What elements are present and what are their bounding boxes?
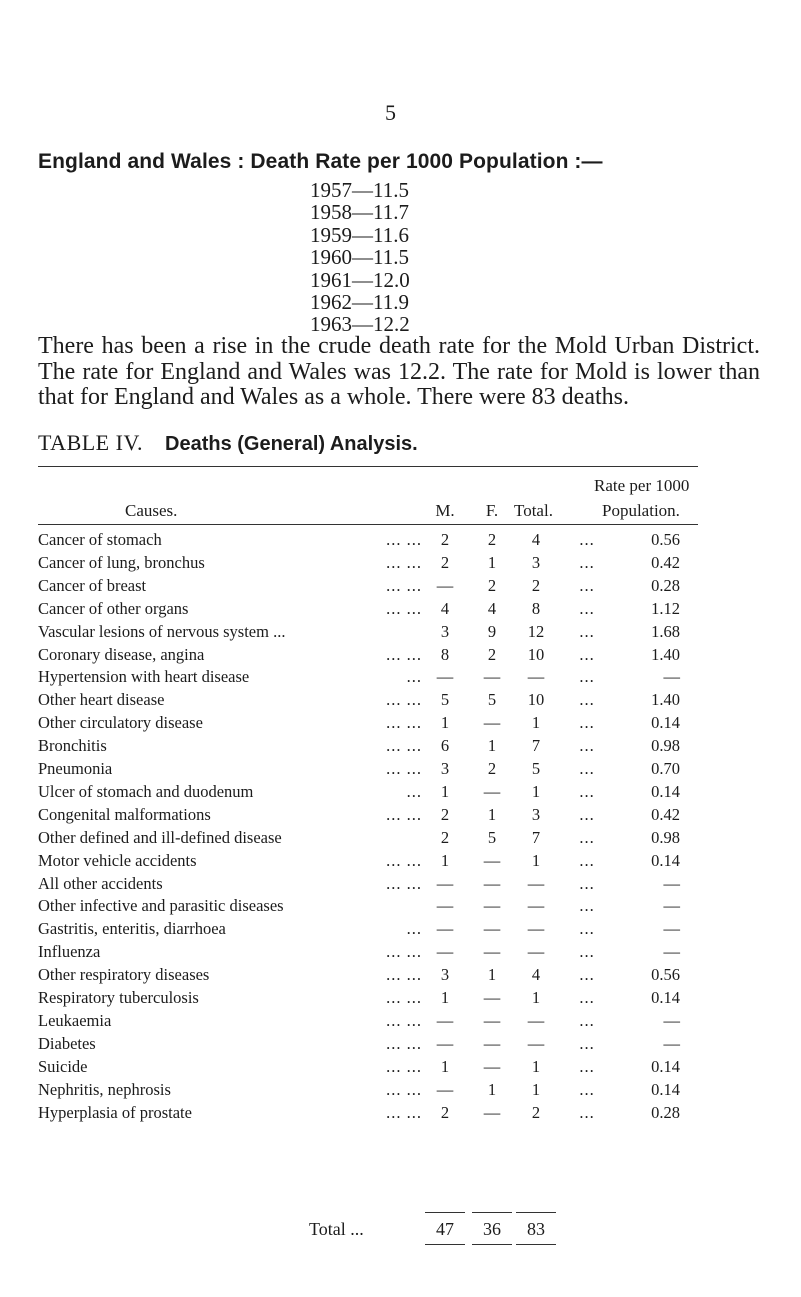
rate-cell: 0.14 bbox=[651, 781, 680, 801]
male-cell: 2 bbox=[440, 530, 450, 549]
leader-dots: ... ... bbox=[386, 942, 422, 962]
table-row bbox=[0, 736, 801, 759]
male-cell: — bbox=[436, 1010, 454, 1030]
rate-cell: 0.70 bbox=[651, 759, 680, 778]
leader-dots: ... bbox=[406, 667, 422, 687]
rate-cell: 0.56 bbox=[651, 530, 680, 549]
leader-dots: ... bbox=[579, 942, 595, 962]
rate-cell: 1.68 bbox=[651, 621, 680, 641]
death-rate-heading: England and Wales : Death Rate per 1000 Population :— bbox=[38, 150, 603, 173]
total-cell: — bbox=[527, 873, 545, 893]
leader-dots: ... ... bbox=[386, 690, 422, 710]
female-cell: 1 bbox=[487, 552, 497, 572]
col-header-m: M. bbox=[435, 501, 455, 520]
leader-dots: ... bbox=[579, 552, 595, 572]
cause-cell: Leukaemia bbox=[38, 1010, 112, 1030]
leader-dots: ... bbox=[579, 598, 595, 618]
total-cell: 1 bbox=[531, 781, 541, 801]
rate-cell: 0.14 bbox=[651, 988, 680, 1007]
female-cell: — bbox=[483, 850, 501, 870]
leader-dots: ... bbox=[579, 1079, 595, 1099]
leader-dots: ... bbox=[579, 1033, 595, 1053]
total-cell: 1 bbox=[531, 988, 541, 1007]
total-cell: — bbox=[527, 896, 545, 916]
table-heading: Deaths (General) Analysis. bbox=[165, 433, 418, 455]
total-top-rule-f bbox=[472, 1212, 512, 1213]
male-cell: — bbox=[436, 575, 454, 595]
female-cell: — bbox=[483, 873, 501, 893]
leader-dots: ... ... bbox=[386, 552, 422, 572]
cause-cell: Diabetes bbox=[38, 1033, 96, 1053]
leader-dots: ... ... bbox=[386, 988, 422, 1007]
total-cell: 10 bbox=[527, 690, 545, 710]
leader-dots: ... ... bbox=[386, 736, 422, 756]
rate-cell: — bbox=[663, 896, 680, 916]
rate-cell: — bbox=[663, 873, 680, 893]
total-cell: 10 bbox=[527, 644, 545, 664]
leader-dots: ... bbox=[579, 667, 595, 687]
female-cell: — bbox=[483, 781, 501, 801]
table-row bbox=[0, 667, 801, 690]
male-cell: — bbox=[436, 896, 454, 916]
col-header-causes: Causes. bbox=[125, 501, 178, 520]
total-label: Total ... bbox=[309, 1219, 364, 1239]
leader-dots: ... bbox=[406, 919, 422, 939]
annual-rate-line: 1960—11.5 bbox=[310, 245, 409, 270]
total-cell: 1 bbox=[531, 713, 541, 733]
cause-cell: Bronchitis bbox=[38, 736, 107, 756]
female-cell: — bbox=[483, 942, 501, 962]
total-cell: 1 bbox=[531, 1056, 541, 1076]
rate-cell: 1.40 bbox=[651, 644, 680, 664]
leader-dots: ... bbox=[579, 850, 595, 870]
total-bottom-rule-f bbox=[472, 1244, 512, 1245]
leader-dots: ... ... bbox=[386, 1056, 422, 1076]
total-cell: 12 bbox=[527, 621, 545, 641]
male-cell: 1 bbox=[440, 850, 450, 870]
rate-cell: 0.42 bbox=[651, 804, 680, 824]
male-cell: 6 bbox=[440, 736, 450, 756]
total-top-rule-total bbox=[516, 1212, 556, 1213]
table-row bbox=[0, 1103, 801, 1126]
female-cell: 1 bbox=[487, 736, 497, 756]
total-cell: 8 bbox=[531, 598, 541, 618]
female-cell: — bbox=[483, 896, 501, 916]
total-cell: — bbox=[527, 1010, 545, 1030]
table-row bbox=[0, 942, 801, 965]
leader-dots: ... ... bbox=[386, 1010, 422, 1030]
leader-dots: ... ... bbox=[386, 850, 422, 870]
table-header-rule bbox=[38, 524, 698, 525]
rate-cell: — bbox=[663, 1033, 680, 1053]
female-cell: 2 bbox=[487, 575, 497, 595]
female-cell: — bbox=[483, 667, 501, 687]
rate-cell: 0.28 bbox=[651, 1102, 680, 1122]
table-row bbox=[0, 1011, 801, 1034]
intro-paragraph: There has been a rise in the crude death rate for the Mold Urban District. The rate for England and Wales was 12.2. The rate for Mold is lower than that for England and Wales as a whole. There were 83 deaths. bbox=[38, 333, 760, 410]
leader-dots: ... bbox=[579, 919, 595, 939]
cause-cell: Influenza bbox=[38, 942, 101, 962]
male-cell: 5 bbox=[440, 690, 450, 710]
table-row bbox=[0, 530, 801, 553]
male-cell: — bbox=[436, 1079, 454, 1099]
cause-cell: Coronary disease, angina bbox=[38, 644, 205, 664]
leader-dots: ... bbox=[579, 827, 595, 847]
annual-rate-line: 1959—11.6 bbox=[310, 222, 409, 247]
leader-dots: ... bbox=[579, 1102, 595, 1122]
table-row bbox=[0, 828, 801, 851]
table-row bbox=[0, 759, 801, 782]
cause-cell: Vascular lesions of nervous system ... bbox=[38, 621, 286, 641]
leader-dots: ... bbox=[579, 690, 595, 710]
table-row bbox=[0, 919, 801, 942]
rate-cell: 0.98 bbox=[651, 827, 680, 847]
female-cell: — bbox=[483, 1033, 501, 1053]
total-bottom-rule-total bbox=[516, 1244, 556, 1245]
leader-dots: ... ... bbox=[386, 644, 422, 664]
female-cell: 1 bbox=[487, 1079, 497, 1099]
cause-cell: Nephritis, nephrosis bbox=[38, 1079, 171, 1099]
col-header-rate-2: Population. bbox=[602, 501, 680, 520]
female-cell: — bbox=[483, 1056, 501, 1076]
rate-cell: — bbox=[663, 942, 680, 962]
cause-cell: Respiratory tuberculosis bbox=[38, 988, 199, 1007]
cause-cell: Congenital malformations bbox=[38, 804, 211, 824]
cause-cell: Hyperplasia of prostate bbox=[38, 1102, 192, 1122]
male-cell: — bbox=[436, 873, 454, 893]
male-cell: 3 bbox=[440, 759, 450, 778]
female-cell: 2 bbox=[487, 644, 497, 664]
total-cell: 2 bbox=[531, 575, 541, 595]
table-top-rule bbox=[38, 466, 698, 467]
leader-dots: ... bbox=[579, 965, 595, 985]
total-cell: 1 bbox=[531, 850, 541, 870]
leader-dots: ... ... bbox=[386, 1033, 422, 1053]
male-cell: 1 bbox=[440, 1056, 450, 1076]
total-cell: 3 bbox=[531, 804, 541, 824]
leader-dots: ... bbox=[579, 1010, 595, 1030]
leader-dots: ... bbox=[579, 896, 595, 916]
male-cell: 1 bbox=[440, 713, 450, 733]
female-cell: 9 bbox=[487, 621, 497, 641]
leader-dots: ... bbox=[579, 713, 595, 733]
female-cell: — bbox=[483, 1010, 501, 1030]
total-cell: 4 bbox=[531, 965, 541, 985]
table-row bbox=[0, 622, 801, 645]
leader-dots: ... bbox=[579, 804, 595, 824]
cause-cell: Cancer of breast bbox=[38, 575, 147, 595]
male-cell: 8 bbox=[440, 644, 450, 664]
cause-cell: Other heart disease bbox=[38, 690, 165, 710]
leader-dots: ... bbox=[579, 530, 595, 549]
total-cell: 4 bbox=[531, 530, 541, 549]
female-cell: — bbox=[483, 1102, 501, 1122]
annual-rate-line: 1963—12.2 bbox=[310, 312, 410, 337]
cause-cell: Motor vehicle accidents bbox=[38, 850, 197, 870]
rate-cell: 0.14 bbox=[651, 713, 680, 733]
female-cell: — bbox=[483, 713, 501, 733]
total-cell: 5 bbox=[531, 759, 541, 778]
leader-dots: ... ... bbox=[386, 575, 422, 595]
rate-cell: 0.14 bbox=[651, 1056, 680, 1076]
leader-dots: ... bbox=[579, 759, 595, 778]
total-cell: 1 bbox=[531, 1079, 541, 1099]
total-bottom-rule-m bbox=[425, 1244, 465, 1245]
total-cell: — bbox=[527, 667, 545, 687]
table-row bbox=[0, 782, 801, 805]
col-header-f: F. bbox=[485, 501, 499, 520]
cause-cell: Gastritis, enteritis, diarrhoea bbox=[38, 919, 226, 939]
leader-dots: ... bbox=[579, 1056, 595, 1076]
rate-cell: 1.12 bbox=[651, 598, 680, 618]
female-cell: 2 bbox=[487, 759, 497, 778]
rate-cell: 0.14 bbox=[651, 850, 680, 870]
male-cell: 2 bbox=[440, 1102, 450, 1122]
cause-cell: Cancer of other organs bbox=[38, 598, 189, 618]
table-row bbox=[0, 713, 801, 736]
cause-cell: All other accidents bbox=[38, 873, 163, 893]
rate-cell: 0.42 bbox=[651, 552, 680, 572]
cause-cell: Suicide bbox=[38, 1056, 88, 1076]
leader-dots: ... bbox=[406, 781, 422, 801]
female-cell: 2 bbox=[487, 530, 497, 549]
total-cell: — bbox=[527, 1033, 545, 1053]
leader-dots: ... bbox=[579, 575, 595, 595]
rate-cell: 0.28 bbox=[651, 575, 680, 595]
table-row bbox=[0, 1080, 801, 1103]
rate-cell: 0.14 bbox=[651, 1079, 680, 1099]
female-cell: — bbox=[483, 988, 501, 1007]
cause-cell: Other defined and ill-defined disease bbox=[38, 827, 282, 847]
total-cell: 3 bbox=[531, 552, 541, 572]
female-cell: 5 bbox=[487, 690, 497, 710]
total-cell: 7 bbox=[531, 736, 541, 756]
leader-dots: ... bbox=[579, 781, 595, 801]
rate-cell: — bbox=[663, 919, 680, 939]
total-cell: 2 bbox=[531, 1102, 541, 1122]
cause-cell: Cancer of lung, bronchus bbox=[38, 552, 205, 572]
cause-cell: Pneumonia bbox=[38, 759, 113, 778]
female-cell: 1 bbox=[487, 965, 497, 985]
leader-dots: ... ... bbox=[386, 1102, 422, 1122]
cause-cell: Other infective and parasitic diseases bbox=[38, 896, 284, 916]
table-row bbox=[0, 553, 801, 576]
male-cell: 1 bbox=[440, 781, 450, 801]
male-cell: 3 bbox=[440, 965, 450, 985]
total-cell: — bbox=[527, 942, 545, 962]
table-row bbox=[0, 896, 801, 919]
leader-dots: ... bbox=[579, 873, 595, 893]
male-cell: 2 bbox=[440, 552, 450, 572]
table-row bbox=[0, 1034, 801, 1057]
cause-cell: Ulcer of stomach and duodenum bbox=[38, 781, 254, 801]
female-cell: 1 bbox=[487, 804, 497, 824]
total-total: 83 bbox=[527, 1219, 545, 1239]
table-row bbox=[0, 805, 801, 828]
leader-dots: ... ... bbox=[386, 530, 422, 549]
leader-dots: ... bbox=[579, 644, 595, 664]
total-cell: — bbox=[527, 919, 545, 939]
table-row bbox=[0, 645, 801, 668]
male-cell: 2 bbox=[440, 804, 450, 824]
leader-dots: ... bbox=[579, 988, 595, 1007]
leader-dots: ... ... bbox=[386, 598, 422, 618]
table-row bbox=[0, 965, 801, 988]
rate-cell: 0.56 bbox=[651, 965, 680, 985]
male-cell: — bbox=[436, 1033, 454, 1053]
rate-cell: 0.98 bbox=[651, 736, 680, 756]
page-number: 5 bbox=[385, 100, 396, 125]
table-row bbox=[0, 599, 801, 622]
table-title bbox=[38, 430, 418, 456]
rate-cell: — bbox=[663, 667, 680, 687]
leader-dots: ... ... bbox=[386, 713, 422, 733]
female-cell: 5 bbox=[487, 827, 497, 847]
col-header-total: Total. bbox=[514, 501, 553, 520]
male-cell: 4 bbox=[440, 598, 450, 618]
total-f: 36 bbox=[483, 1219, 501, 1239]
male-cell: — bbox=[436, 667, 454, 687]
table-row bbox=[0, 576, 801, 599]
table-label: TABLE IV. bbox=[38, 430, 143, 455]
table-row bbox=[0, 988, 801, 1011]
total-m: 47 bbox=[436, 1219, 454, 1239]
male-cell: 3 bbox=[440, 621, 450, 641]
annual-rate-line: 1961—12.0 bbox=[310, 267, 410, 292]
leader-dots: ... ... bbox=[386, 873, 422, 893]
cause-cell: Cancer of stomach bbox=[38, 530, 162, 549]
table-row bbox=[0, 1057, 801, 1080]
table-row bbox=[0, 851, 801, 874]
male-cell: 1 bbox=[440, 988, 450, 1007]
leader-dots: ... ... bbox=[386, 1079, 422, 1099]
female-cell: — bbox=[483, 919, 501, 939]
male-cell: — bbox=[436, 919, 454, 939]
leader-dots: ... bbox=[579, 621, 595, 641]
total-cell: 7 bbox=[531, 827, 541, 847]
leader-dots: ... ... bbox=[386, 804, 422, 824]
col-header-rate-1: Rate per 1000 bbox=[594, 476, 690, 495]
annual-rate-line: 1957—11.5 bbox=[310, 178, 409, 202]
cause-cell: Other circulatory disease bbox=[38, 713, 203, 733]
table-row bbox=[0, 690, 801, 713]
leader-dots: ... bbox=[579, 736, 595, 756]
rate-cell: — bbox=[663, 1010, 680, 1030]
male-cell: 2 bbox=[440, 827, 450, 847]
annual-rate-line: 1962—11.9 bbox=[310, 289, 409, 314]
cause-cell: Other respiratory diseases bbox=[38, 965, 210, 985]
annual-rate-line: 1958—11.7 bbox=[310, 200, 409, 225]
rate-cell: 1.40 bbox=[651, 690, 680, 710]
table-row bbox=[0, 874, 801, 897]
male-cell: — bbox=[436, 942, 454, 962]
female-cell: 4 bbox=[487, 598, 497, 618]
annual-rates-list bbox=[310, 179, 410, 336]
leader-dots: ... ... bbox=[386, 965, 422, 985]
leader-dots: ... ... bbox=[386, 759, 422, 778]
cause-cell: Hypertension with heart disease bbox=[38, 667, 250, 687]
total-top-rule-m bbox=[425, 1212, 465, 1213]
